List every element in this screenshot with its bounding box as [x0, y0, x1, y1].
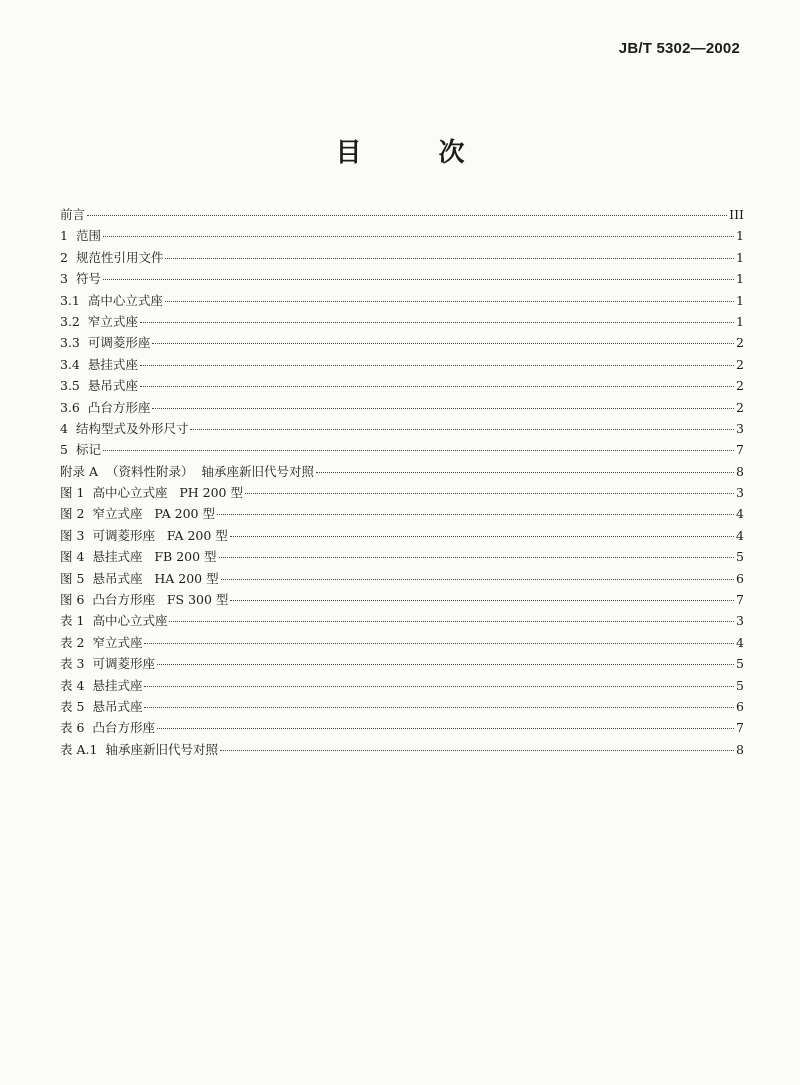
toc-entry-title: 凸台方形座 — [87, 399, 151, 415]
toc-entry-page: 8 — [736, 741, 744, 757]
toc-entry[interactable] — [60, 311, 744, 332]
toc-entry-page: III — [729, 207, 744, 222]
toc-entry-number: 图 1 — [60, 485, 85, 501]
toc-entry-number: 图 3 — [60, 527, 85, 543]
toc-entry-number: 3.1 — [60, 292, 80, 308]
dot-leader — [157, 664, 734, 665]
standard-code: JB/T 5302—2002 — [618, 40, 740, 57]
toc-entry[interactable] — [60, 225, 744, 246]
toc-entry[interactable] — [60, 268, 744, 289]
toc-entry[interactable] — [60, 418, 744, 439]
dot-leader — [144, 707, 734, 708]
toc-entry-number: 表 A.1 — [60, 741, 98, 757]
toc-entry[interactable] — [60, 204, 744, 225]
toc-entry-title: 悬挂式座 FB 200 型 — [92, 549, 217, 565]
dot-leader — [230, 536, 734, 537]
toc-entry-title: 高中心立式座 PH 200 型 — [92, 485, 243, 501]
toc-entry-title: 悬挂式座 — [92, 677, 143, 693]
toc-entry-page: 2 — [736, 356, 744, 372]
toc-entry[interactable] — [60, 739, 744, 760]
toc-entry-title: 窄立式座 PA 200 型 — [92, 506, 215, 522]
toc-entry-number: 1 — [60, 228, 68, 244]
toc-entry-page: 6 — [736, 698, 744, 714]
toc-entry-title: 可调菱形座 — [87, 335, 151, 351]
toc-entry-number: 3.3 — [60, 335, 80, 351]
dot-leader — [140, 365, 734, 366]
toc-entry-number: 图 4 — [60, 549, 85, 565]
toc-entry-page: 1 — [736, 292, 744, 308]
toc-entry-number: 3.4 — [60, 356, 80, 372]
toc-entry-number: 3 — [60, 271, 68, 287]
toc-entry[interactable] — [60, 247, 744, 268]
toc-entry-page: 5 — [736, 656, 744, 672]
toc-entry[interactable] — [60, 653, 744, 674]
dot-leader — [152, 343, 734, 344]
toc-entry-page: 3 — [736, 485, 744, 501]
toc-entry-page: 7 — [736, 442, 744, 458]
toc-entry[interactable] — [60, 439, 744, 460]
dot-leader — [140, 386, 734, 387]
dot-leader — [219, 557, 735, 558]
toc-entry-number: 2 — [60, 249, 68, 265]
toc-entry-page: 1 — [736, 313, 744, 329]
toc-entry-page: 6 — [736, 570, 744, 586]
toc-entry-title: 高中心立式座 — [92, 613, 168, 629]
toc-entry-number: 表 1 — [60, 613, 85, 629]
page-title: 目 次 — [335, 138, 499, 168]
dot-leader — [316, 472, 734, 473]
toc-entry-title: 窄立式座 — [92, 634, 143, 650]
toc-entry[interactable] — [60, 503, 744, 524]
toc-entry-number: 图 6 — [60, 592, 85, 608]
dot-leader — [165, 301, 734, 302]
toc-entry-title: 规范性引用文件 — [75, 249, 164, 265]
toc-entry-title: 范围 — [75, 228, 101, 244]
toc-entry-page: 8 — [736, 463, 744, 479]
toc-entry-title: 符号 — [75, 271, 101, 287]
toc-entry[interactable] — [60, 482, 744, 503]
toc-entry[interactable] — [60, 375, 744, 396]
toc-entry[interactable] — [60, 632, 744, 653]
toc-entry[interactable] — [60, 461, 744, 482]
toc-entry-page: 7 — [736, 720, 744, 736]
toc-entry-title: 标记 — [75, 442, 101, 458]
toc-entry[interactable] — [60, 589, 744, 610]
toc-entry-page: 2 — [736, 335, 744, 351]
table-of-contents — [60, 204, 744, 760]
toc-entry[interactable] — [60, 332, 744, 353]
toc-entry-number: 5 — [60, 442, 68, 458]
toc-entry[interactable] — [60, 397, 744, 418]
dot-leader — [220, 750, 734, 751]
dot-leader — [103, 450, 734, 451]
toc-entry-title: 悬吊式座 — [92, 698, 143, 714]
toc-entry[interactable] — [60, 568, 744, 589]
toc-entry[interactable] — [60, 610, 744, 631]
dot-leader — [230, 600, 734, 601]
toc-entry-page: 4 — [736, 506, 744, 522]
dot-leader — [140, 322, 734, 323]
dot-leader — [221, 579, 734, 580]
toc-entry[interactable] — [60, 675, 744, 696]
dot-leader — [245, 493, 734, 494]
toc-entry[interactable] — [60, 696, 744, 717]
toc-entry-page: 5 — [736, 549, 744, 565]
toc-entry-number: 图 5 — [60, 570, 85, 586]
toc-entry-title: 轴承座新旧代号对照 — [105, 741, 218, 757]
toc-entry-page: 7 — [736, 592, 744, 608]
toc-entry-title: （资料性附录） 轴承座新旧代号对照 — [106, 463, 314, 479]
toc-entry[interactable] — [60, 546, 744, 567]
toc-entry-number: 表 5 — [60, 698, 85, 714]
toc-entry-page: 5 — [736, 677, 744, 693]
toc-entry-page: 3 — [736, 420, 744, 436]
toc-entry-page: 2 — [736, 399, 744, 415]
toc-entry-number: 表 3 — [60, 656, 85, 672]
toc-entry-title: 悬吊式座 — [87, 378, 138, 394]
toc-entry-title: 可调菱形座 — [92, 656, 155, 672]
toc-entry-title: 可调菱形座 FA 200 型 — [92, 527, 228, 543]
toc-entry-number: 附录 A — [60, 463, 99, 479]
toc-entry[interactable] — [60, 525, 744, 546]
toc-entry-page: 1 — [736, 249, 744, 265]
dot-leader — [152, 408, 734, 409]
toc-entry-title: 悬挂式座 — [87, 356, 138, 372]
dot-leader — [217, 514, 734, 515]
toc-entry-title: 凸台方形座 — [92, 720, 155, 736]
dot-leader — [165, 258, 734, 259]
toc-entry-page: 2 — [736, 378, 744, 394]
dot-leader — [103, 279, 734, 280]
toc-entry-number: 3.5 — [60, 378, 80, 394]
toc-entry[interactable] — [60, 290, 744, 311]
toc-entry-number: 表 2 — [60, 634, 85, 650]
dot-leader — [190, 429, 734, 430]
toc-entry-page: 1 — [736, 228, 744, 244]
toc-entry-title: 窄立式座 — [87, 313, 138, 329]
toc-entry-number: 表 6 — [60, 720, 85, 736]
toc-entry-number: 图 2 — [60, 506, 85, 522]
toc-entry-number: 3.6 — [60, 399, 80, 415]
toc-entry-number: 4 — [60, 420, 68, 436]
toc-entry-page: 4 — [736, 634, 744, 650]
toc-entry-page: 4 — [736, 527, 744, 543]
toc-entry-title: 悬吊式座 HA 200 型 — [92, 570, 219, 586]
toc-entry-title: 凸台方形座 FS 300 型 — [92, 592, 229, 608]
dot-leader — [144, 643, 734, 644]
toc-entry-page: 3 — [736, 613, 744, 629]
toc-entry[interactable] — [60, 354, 744, 375]
toc-entry-number: 表 4 — [60, 677, 85, 693]
dot-leader — [87, 215, 727, 216]
dot-leader — [144, 686, 734, 687]
toc-entry-title: 前言 — [60, 207, 86, 222]
toc-entry-page: 1 — [736, 271, 744, 287]
toc-entry[interactable] — [60, 717, 744, 738]
toc-entry-number: 3.2 — [60, 313, 80, 329]
dot-leader — [103, 236, 734, 237]
dot-leader — [157, 728, 734, 729]
dot-leader — [169, 621, 734, 622]
toc-entry-title: 高中心立式座 — [87, 292, 163, 308]
toc-entry-title: 结构型式及外形尺寸 — [75, 420, 189, 436]
